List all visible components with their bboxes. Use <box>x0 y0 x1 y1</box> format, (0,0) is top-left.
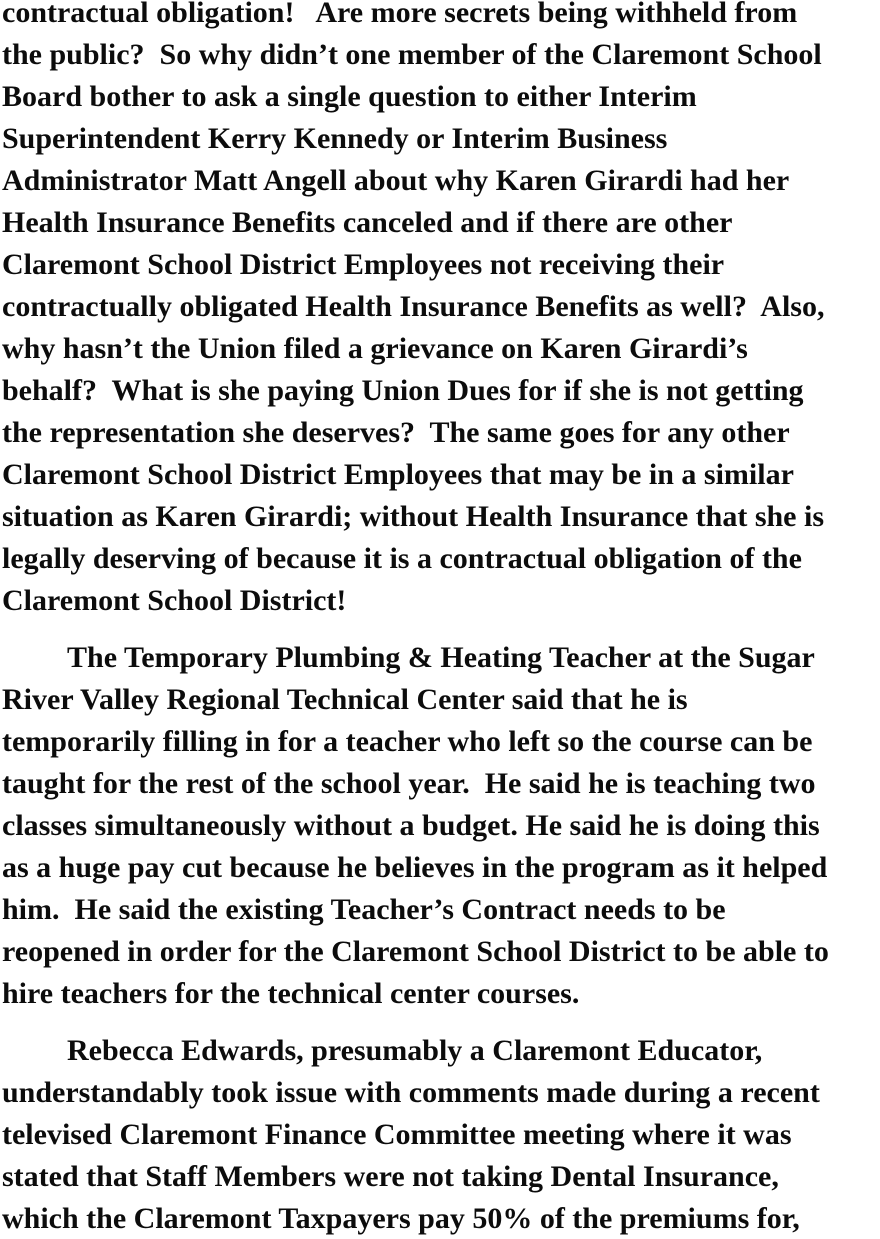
text-line: Rebecca Edwards, presumably a Claremont Educator, <box>67 1034 763 1067</box>
text-line: taught for the rest of the school year. He said he is teaching two <box>2 767 816 800</box>
text-line: Claremont School District Employees that may be in a similar <box>2 458 794 491</box>
text-line: understandably took issue with comments made during a recent <box>2 1076 820 1109</box>
text-line: temporarily filling in for a teacher who left so the course can be <box>2 725 813 758</box>
text-line: situation as Karen Girardi; without Health Insurance that she is <box>2 500 824 533</box>
text-line: stated that Staff Members were not taking Dental Insurance, <box>2 1160 779 1193</box>
text-line: hire teachers for the technical center courses. <box>2 977 580 1010</box>
text-line: Claremont School District! <box>2 584 347 617</box>
text-line: the representation she deserves? The same goes for any other <box>2 416 790 449</box>
text-line: classes simultaneously without a budget. He said he is doing this <box>2 809 820 842</box>
text-line: The Temporary Plumbing & Heating Teacher at the Sugar <box>67 641 815 674</box>
text-line: Health Insurance Benefits canceled and if there are other <box>2 206 733 239</box>
paragraph-2 <box>2 637 880 1015</box>
text-line: as a huge pay cut because he believes in the program as it helped <box>2 851 828 884</box>
paragraph-1 <box>2 0 880 622</box>
text-line: River Valley Regional Technical Center said that he is <box>2 683 688 716</box>
text-line: which the Claremont Taxpayers pay 50% of the premiums for, <box>2 1202 800 1235</box>
text-line: contractually obligated Health Insurance Benefits as well? Also, <box>2 290 825 323</box>
paragraph-3 <box>2 1030 880 1239</box>
text-line: him. He said the existing Teacher’s Contract needs to be <box>2 893 726 926</box>
document-body <box>2 0 880 1239</box>
text-line: Board bother to ask a single question to either Interim <box>2 80 697 113</box>
text-line: why hasn’t the Union filed a grievance on Karen Girardi’s <box>2 332 748 365</box>
text-line: televised Claremont Finance Committee meeting where it was <box>2 1118 792 1151</box>
text-line: legally deserving of because it is a contractual obligation of the <box>2 542 802 575</box>
text-line: the public? So why didn’t one member of the Claremont School <box>2 38 822 71</box>
text-line: contractual obligation! Are more secrets being withheld from <box>2 0 798 29</box>
text-line: Administrator Matt Angell about why Karen Girardi had her <box>2 164 790 197</box>
text-line: Superintendent Kerry Kennedy or Interim Business <box>2 122 668 155</box>
text-line: behalf? What is she paying Union Dues for if she is not getting <box>2 374 804 407</box>
text-line: Claremont School District Employees not receiving their <box>2 248 725 281</box>
text-line: reopened in order for the Claremont School District to be able to <box>2 935 829 968</box>
